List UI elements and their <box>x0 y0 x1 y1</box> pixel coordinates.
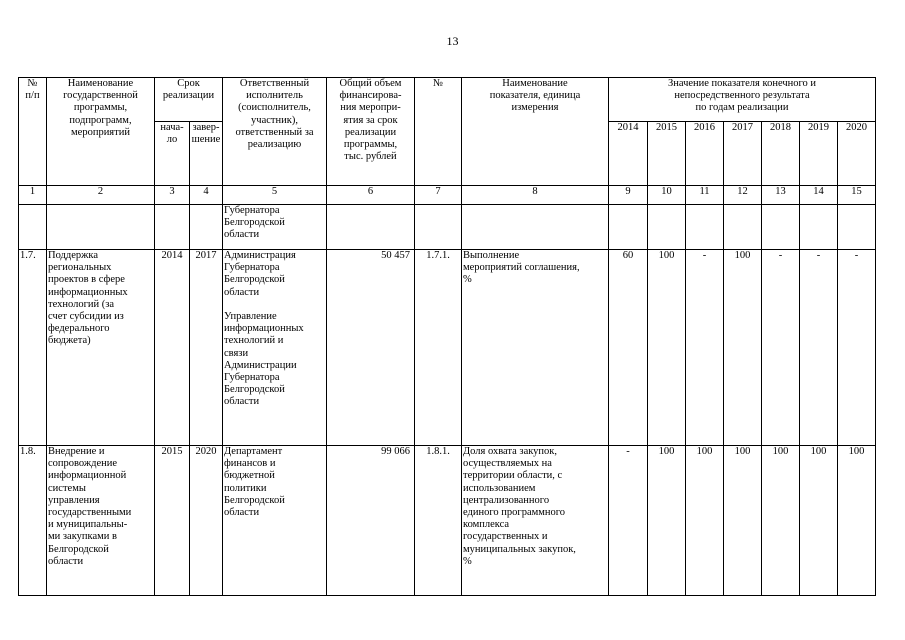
table-row <box>19 250 876 446</box>
row-value: 100 <box>724 446 762 596</box>
header-executor: Ответственный исполнитель (соисполнитель, участник), ответственный за реализацию <box>223 78 327 186</box>
row-end: 2020 <box>190 446 223 596</box>
header-indicator-name: Наименование показателя, единица измерения <box>462 78 609 186</box>
row-funding: 50 457 <box>327 250 415 446</box>
row-value: 100 <box>838 446 876 596</box>
row-indicator-name: Доля охвата закупок, осуществляемых на территории области, с использованием централизованного единого программного комплекса государственных и муниципальных закупок, % <box>462 446 609 596</box>
column-number: 12 <box>724 186 762 205</box>
row-num: 1.8. <box>19 446 47 596</box>
row-start: 2015 <box>155 446 190 596</box>
header-end: завер- шение <box>190 122 223 186</box>
row-value: 100 <box>800 446 838 596</box>
row-value: 100 <box>686 446 724 596</box>
header-year: 2018 <box>762 122 800 186</box>
row-executor: Администрация Губернатора Белгородской области Управление информационных технологий и связи Администрации Губернатора Белгородской области <box>223 250 327 446</box>
row-value: - <box>686 250 724 446</box>
column-number: 9 <box>609 186 648 205</box>
row-value <box>686 205 724 250</box>
column-number: 11 <box>686 186 724 205</box>
header-values-title: Значение показателя конечного и непосредственного результата по годам реализации <box>609 78 876 122</box>
page-number: 13 <box>446 34 459 48</box>
header-name: Наименование государственной программы, подпрограмм, мероприятий <box>47 78 155 186</box>
header-year: 2015 <box>648 122 686 186</box>
row-value <box>648 205 686 250</box>
column-number: 2 <box>47 186 155 205</box>
header-year: 2017 <box>724 122 762 186</box>
column-number: 4 <box>190 186 223 205</box>
header-num: № п/п <box>19 78 47 186</box>
column-number: 6 <box>327 186 415 205</box>
row-value: - <box>762 250 800 446</box>
row-end: 2017 <box>190 250 223 446</box>
header-year: 2014 <box>609 122 648 186</box>
header-year: 2016 <box>686 122 724 186</box>
row-value: - <box>800 250 838 446</box>
row-value: 100 <box>724 250 762 446</box>
row-value <box>800 205 838 250</box>
row-start <box>155 205 190 250</box>
row-end <box>190 205 223 250</box>
column-number: 5 <box>223 186 327 205</box>
row-start: 2014 <box>155 250 190 446</box>
row-value <box>609 205 648 250</box>
row-name <box>47 205 155 250</box>
column-number: 8 <box>462 186 609 205</box>
column-number: 7 <box>415 186 462 205</box>
row-value <box>762 205 800 250</box>
column-number: 13 <box>762 186 800 205</box>
column-number: 1 <box>19 186 47 205</box>
row-name: Поддержка региональных проектов в сфере информационных технологий (за счет субсидии из федерального бюджета) <box>47 250 155 446</box>
header-funding: Общий объем финансирова- ния меропри- ятия за срок реализации программы, тыс. рублей <box>327 78 415 186</box>
column-number: 15 <box>838 186 876 205</box>
header-period: Срок реализации <box>155 78 223 122</box>
column-number: 10 <box>648 186 686 205</box>
header-start: нача- ло <box>155 122 190 186</box>
row-executor: Департамент финансов и бюджетной политики Белгородской области <box>223 446 327 596</box>
row-name: Внедрение и сопровождение информационной системы управления государственными и муниципальны- ми закупками в Белгородской области <box>47 446 155 596</box>
table-row <box>19 446 876 596</box>
row-value: - <box>609 446 648 596</box>
program-table <box>18 77 876 596</box>
row-funding: 99 066 <box>327 446 415 596</box>
column-number: 14 <box>800 186 838 205</box>
header-year: 2019 <box>800 122 838 186</box>
row-value: 60 <box>609 250 648 446</box>
column-numbers-row <box>19 186 876 205</box>
row-value <box>838 205 876 250</box>
row-value: 100 <box>762 446 800 596</box>
row-funding <box>327 205 415 250</box>
row-indicator-num: 1.7.1. <box>415 250 462 446</box>
row-indicator-name: Выполнение мероприятий соглашения, % <box>462 250 609 446</box>
row-value: 100 <box>648 250 686 446</box>
row-value: 100 <box>648 446 686 596</box>
row-value <box>724 205 762 250</box>
row-indicator-num: 1.8.1. <box>415 446 462 596</box>
table-row <box>19 205 876 250</box>
row-num <box>19 205 47 250</box>
row-value: - <box>838 250 876 446</box>
row-indicator-name <box>462 205 609 250</box>
row-executor: Губернатора Белгородской области <box>223 205 327 250</box>
row-num: 1.7. <box>19 250 47 446</box>
column-number: 3 <box>155 186 190 205</box>
header-year: 2020 <box>838 122 876 186</box>
row-indicator-num <box>415 205 462 250</box>
header-indicator-num: № <box>415 78 462 186</box>
